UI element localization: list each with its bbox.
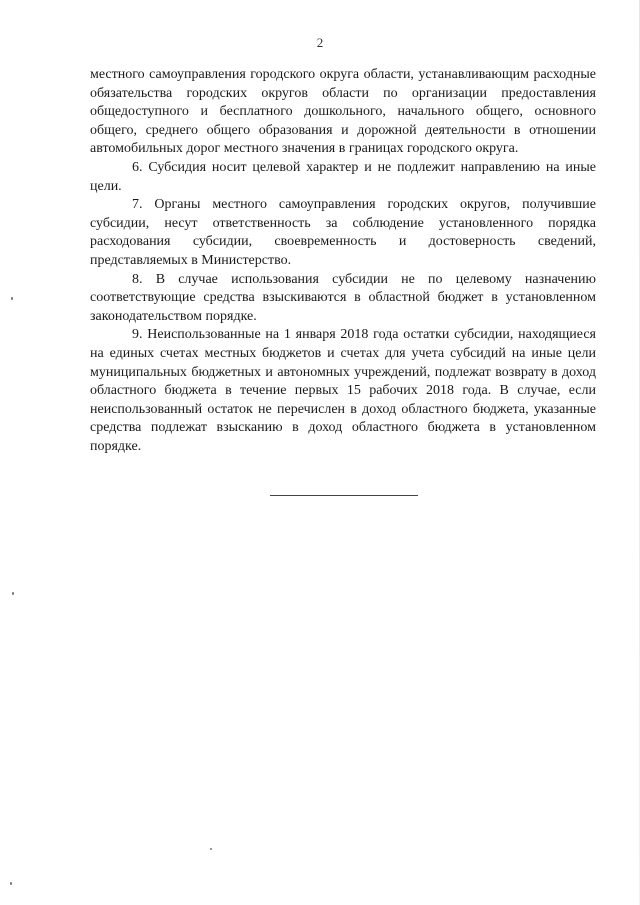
scan-speck [11, 297, 13, 300]
scan-speck [12, 592, 14, 595]
paragraph-item-7: 7. Органы местного самоуправления городских округов, получившие субсидии, несут ответственность за соблюдение установленного порядка расходования субсидии, своевременность и достоверность сведений, представляемых в Министерство. [90, 197, 596, 268]
paragraph-item-6: 6. Субсидия носит целевой характер и не подлежит направлению на иные цели. [90, 159, 596, 194]
paragraph-item-9: 9. Неиспользованные на 1 января 2018 года остатки субсидии, находящиеся на единых счетах местных бюджетов и счетах для учета субсидий на иные цели муниципальных бюджетных и автономных учреждений, подлежат возврату в доход областного бюджета в течение первых 15 рабочих 2018 года. В случае, если неиспользованный остаток не перечислен в доход областного бюджета, указанные средства подлежат взысканию в доход областного бюджета в установленном порядке. [90, 327, 596, 454]
paragraph-item-8: 8. В случае использования субсидии не по целевому назначению соответствующие средства взыскиваются в областной бюджет в установленном законодательством порядке. [90, 271, 596, 324]
document-body [90, 66, 596, 456]
scan-speck [10, 882, 12, 885]
closing-rule [270, 495, 418, 496]
page-number: 2 [316, 35, 324, 50]
paragraph-continuation: местного самоуправления городского округа области, устанавливающим расходные обязательства городских округов области по организации предоставления общедоступного и бесплатного дошкольного, начального общего, основного общего, среднего общего образования и дорожной деятельности в отношении автомобильных дорог местного значения в границах городского округа. [90, 67, 596, 157]
scan-speck [210, 848, 212, 850]
